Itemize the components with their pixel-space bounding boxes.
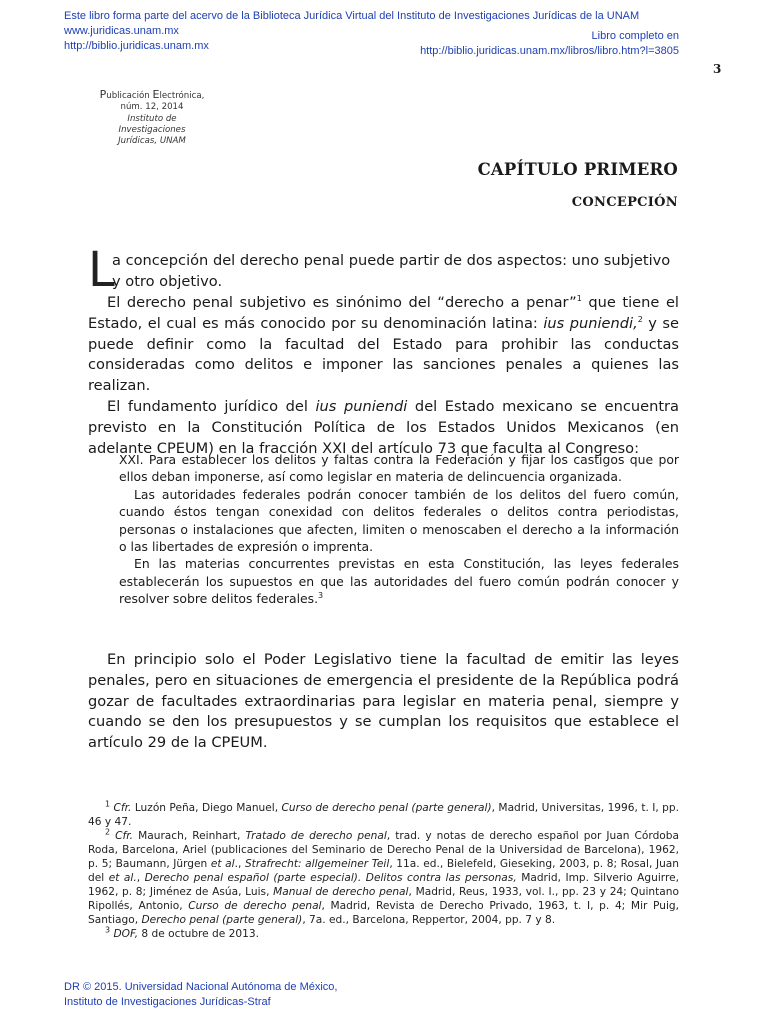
pub-initial-e: E — [152, 88, 160, 101]
publication-line — [94, 89, 210, 102]
pub-initial-p: P — [99, 88, 107, 101]
institute-line-2: Jurídicas, UNAM — [118, 136, 186, 147]
publication-info — [94, 89, 210, 147]
paragraph-4-wrap — [88, 650, 679, 754]
full-book-label: Libro completo en — [591, 30, 679, 42]
footnote-2: $^2$ Cfr. Maurach, Reinhart, Tratado de derecho penal, trad. y notas de derecho español por Juan Córdoba Roda, Barcelona, Ariel (publicaciones del Seminario de Derecho Penal de la Universidad de Barcelona), 1962, p. 5; Baumann, Jürgen et al., Strafrecht: allgemeiner Teil, 11a. ed., Bielefeld, Gieseking, 2003, p. 8; Rosal, Juan del et al., Derecho penal español (parte especial). Delitos contra las personas, Madrid, Imp. Silverio Aguirre, 1962, p. 8; Jiménez de Asúa, Luis, Manual de derecho penal, Madrid, Reus, 1933, vol. I., pp. 23 y 24; Quintano Ripollés, Antonio, Curso de derecho penal, Madrid, Revista de Derecho Privado, 1963, t. I, p. 4; Mir Puig, Santiago, Derecho penal (parte general), 7a. ed., Barcelona, Reppertor, 2004, pp. 7 y 8. — [88, 827, 679, 926]
para1-line2: y otro objetivo. — [112, 273, 223, 290]
body-paragraphs — [88, 293, 679, 459]
quote-para-1: XXI. Para establecer los delitos y faltas contra la Federación y fijar los castigos que por ellos deban imponerse, así como legislar en materia de delincuencia organizada. — [119, 452, 679, 485]
publication-number: núm. 12, 2014 — [120, 102, 184, 113]
quote-para-3: En las materias concurrentes previstas en esta Constitución, las leyes federales establecerán los supuestos en que las autoridades del fuero común podrán conocer y resolver sobre delitos federales.$^3$ — [119, 556, 679, 607]
paragraph-2: El derecho penal subjetivo es sinónimo del “derecho a penar”$^1$ que tiene el Estado, el cual es más conocido por su denominación latina: ius puniendi,$^2$ y se puede definir como la facultad del Estado para prohibir las conductas consideradas como delitos e imponer las sanciones penales a quienes las realizan. — [88, 294, 680, 395]
footnote-3: $^3$ DOF, 8 de octubre de 2013. — [105, 925, 259, 940]
footnote-1: $^1$ Cfr. Luzón Peña, Diego Manuel, Curso de derecho penal (parte general), Madrid, Universitas, 1996, t. I, pp. 46 y 47. — [88, 799, 679, 828]
constitution-quote — [119, 451, 679, 608]
copyright-line-2: Instituto de Investigaciones Jurídicas-Straf — [64, 996, 271, 1008]
paragraph-3: El fundamento jurídico del ius puniendi del Estado mexicano se encuentra previsto en la Constitución Política de los Estados Unidos Mexicanos (en adelante CPEUM) en la fracción XXI del artículo 73 que faculta al Congreso: — [88, 397, 679, 457]
footnote-ref-2[interactable]: 2 — [637, 314, 643, 324]
chapter-subtitle: CONCEPCIÓN — [571, 195, 678, 210]
copyright-line-1: DR © 2015. Universidad Nacional Autónoma de México, — [64, 981, 338, 993]
copyright-footer — [64, 980, 337, 1010]
full-book-notice — [420, 29, 679, 59]
footnote-ref-3[interactable]: 3 — [318, 591, 324, 601]
institute-line-1: Instituto de Investigaciones — [118, 113, 186, 135]
drop-cap: L — [88, 242, 115, 298]
full-book-link[interactable]: http://biblio.juridicas.unam.mx/libros/libro.htm?l=3805 — [420, 45, 679, 57]
para1-line1: a concepción del derecho penal puede partir de dos aspectos: uno subjetivo — [112, 252, 671, 269]
paragraph-4: En principio solo el Poder Legislativo tiene la facultad de emitir las leyes penales, pero en situaciones de emergencia el presidente de la República podrá gozar de facultades extraordinarias para legislar en materia penal, siempre y cuando se den los presupuestos y se cumplan los requisitos que establece el artículo 29 de la CPEUM. — [88, 651, 679, 752]
footnote-ref-1[interactable]: 1 — [576, 294, 582, 304]
biblio-link[interactable]: http://biblio.juridicas.unam.mx — [64, 40, 209, 52]
library-notice: Este libro forma parte del acervo de la Biblioteca Jurídica Virtual del Instituto de Investigaciones Jurídicas de la UNAM — [64, 10, 640, 22]
chapter-title: CAPÍTULO PRIMERO — [477, 160, 678, 179]
pub-word-1: ublicación — [106, 91, 153, 101]
page-number: 3 — [713, 62, 722, 76]
footnotes — [88, 801, 679, 941]
pub-word-2: lectrónica, — [159, 91, 205, 101]
juridicas-link[interactable]: www.juridicas.unam.mx — [64, 25, 179, 37]
quote-para-2: Las autoridades federales podrán conocer también de los delitos del fuero común, cuando éstos tengan conexidad con delitos federales o delitos contra periodistas, personas o instalaciones que afecten, limiten o menoscaben el derecho a la información o las libertades de expresión o imprenta. — [119, 486, 679, 555]
